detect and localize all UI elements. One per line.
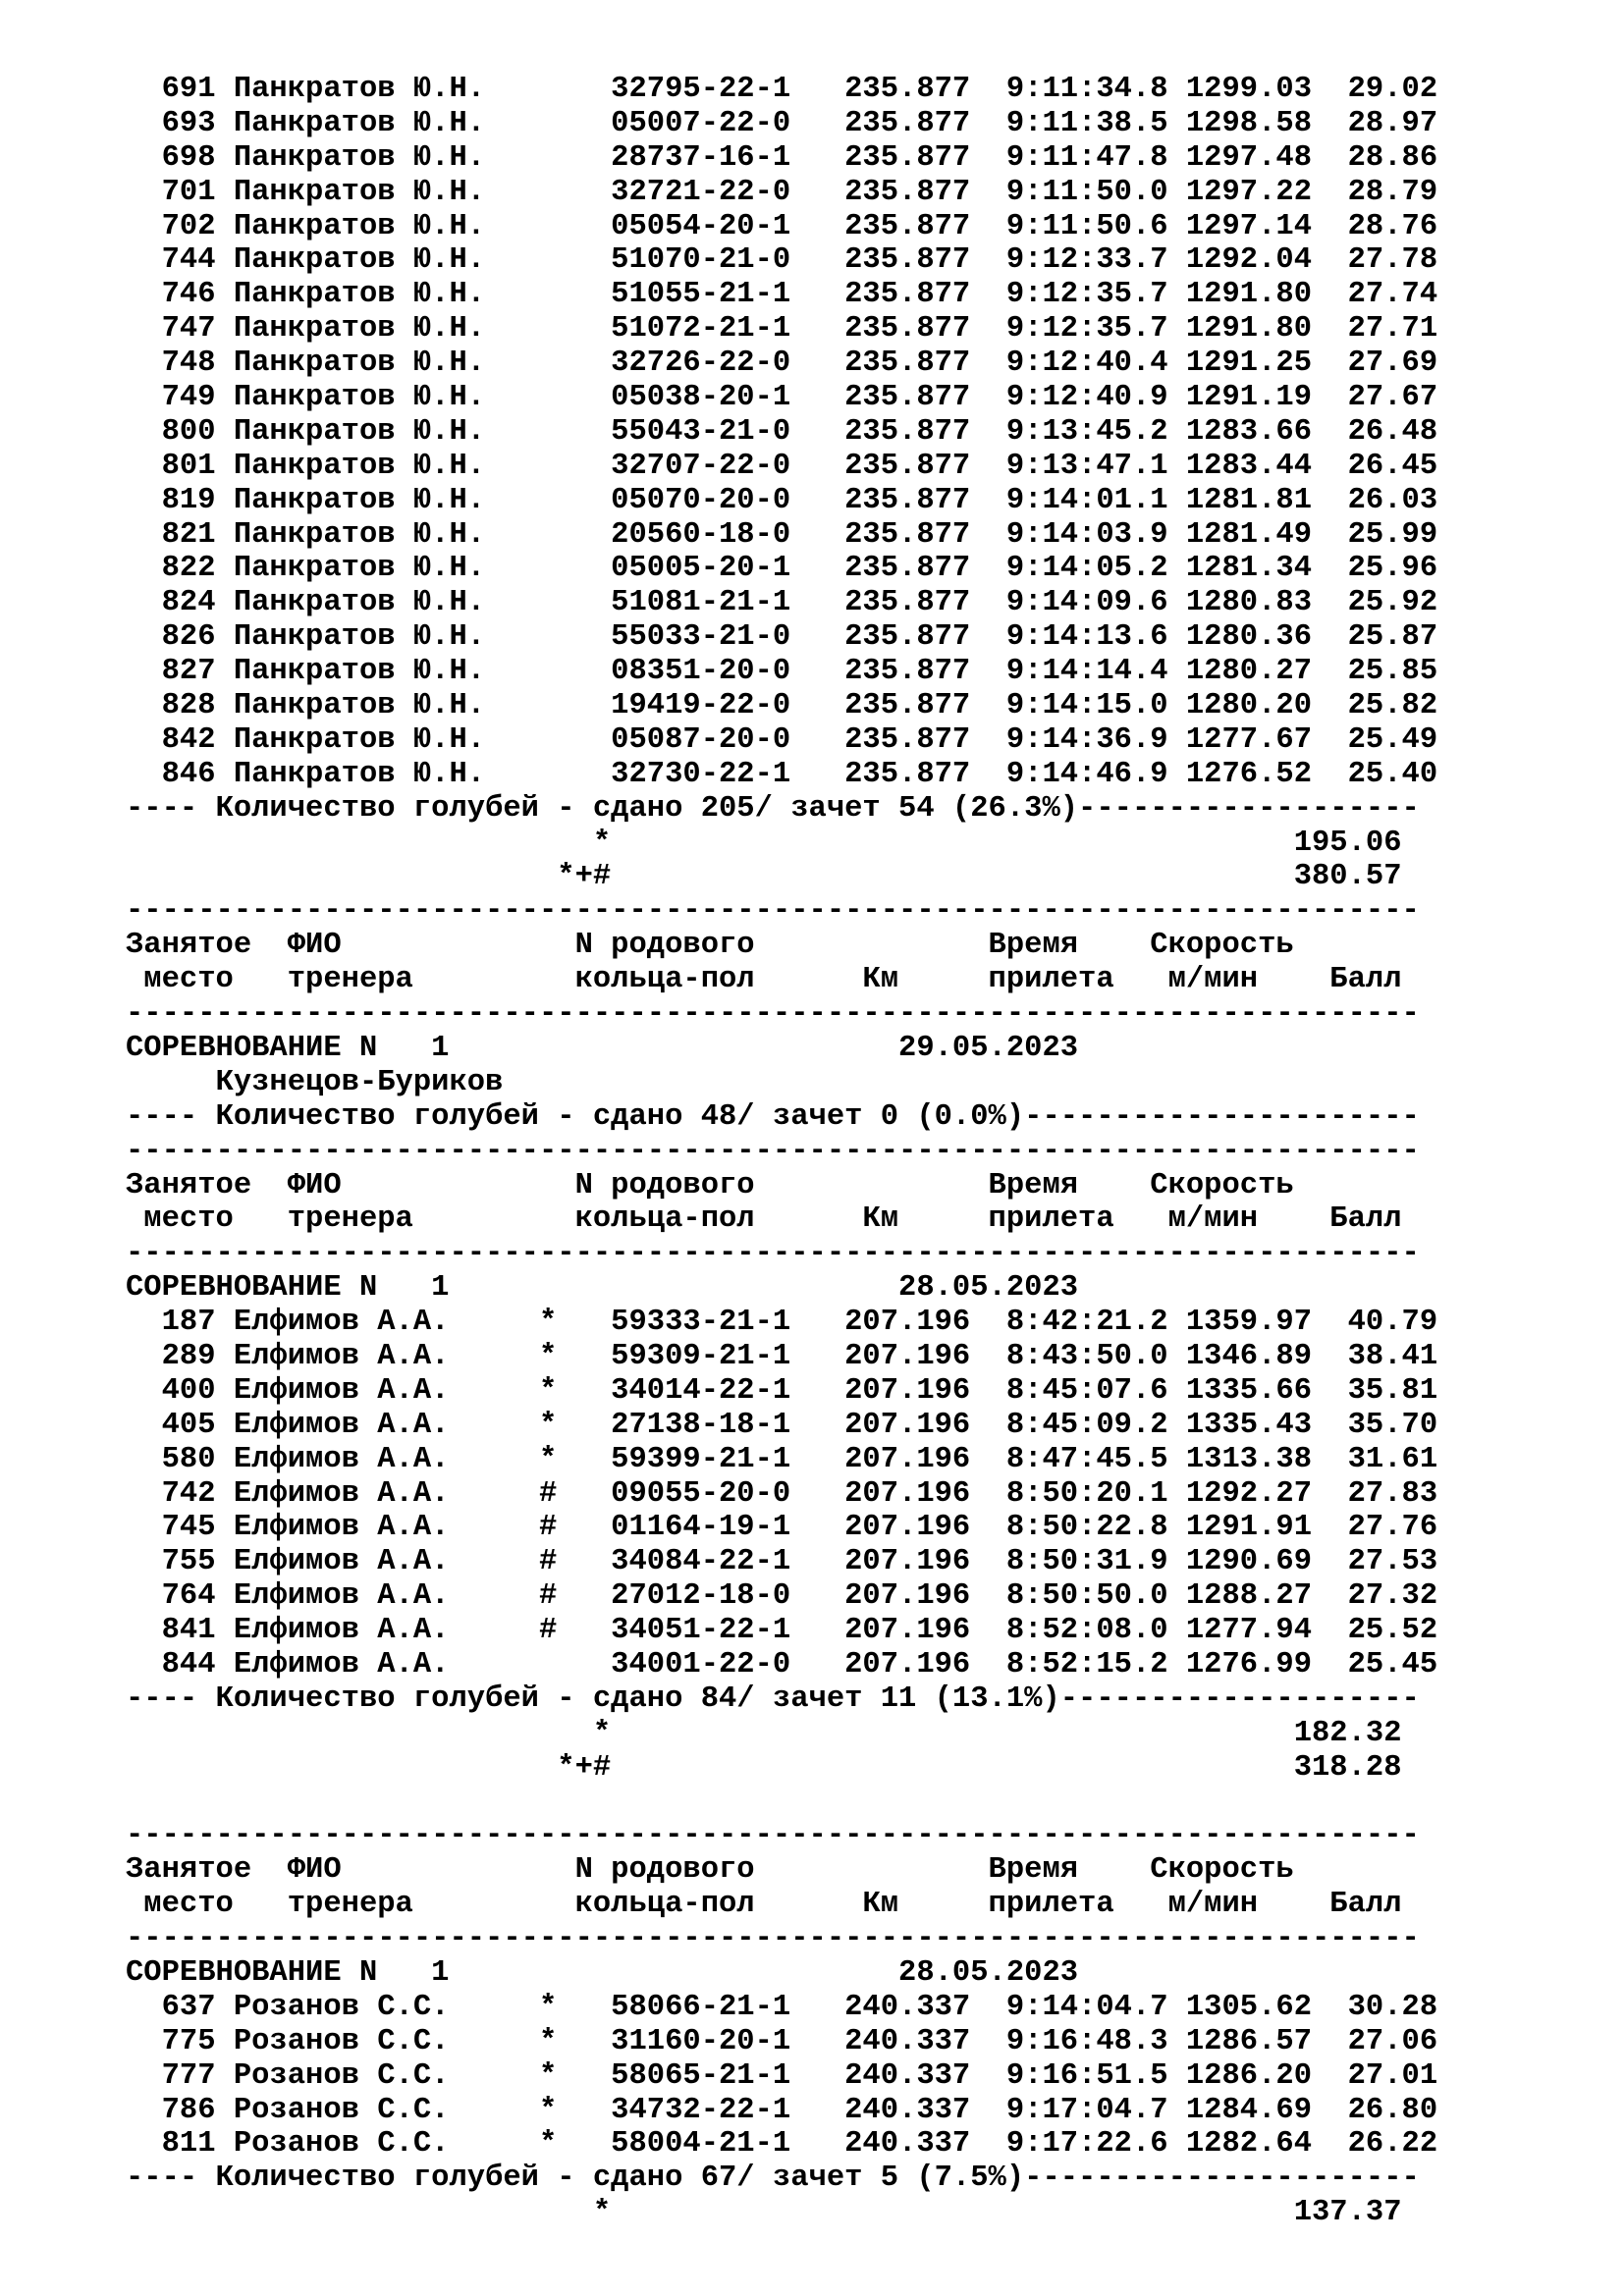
result-row: 822 Панкратов Ю.Н. 05005-20-1 235.877 9:14:05.2 1281.34 25.96 (126, 552, 1438, 586)
result-row: 701 Панкратов Ю.Н. 32721-22-0 235.877 9:11:50.0 1297.22 28.79 (126, 175, 1438, 209)
result-row: 580 Елфимов А.А. * 59399-21-1 207.196 8:47:45.5 1313.38 31.61 (126, 1442, 1438, 1476)
divider-line: ------------------------------------------------------------------------ (126, 1922, 1420, 1956)
points-total: * 195.06 (126, 826, 1402, 860)
result-row: 819 Панкратов Ю.Н. 05070-20-0 235.877 9:14:01.1 1281.81 26.03 (126, 483, 1438, 517)
result-row: 400 Елфимов А.А. * 34014-22-1 207.196 8:45:07.6 1335.66 35.81 (126, 1373, 1438, 1408)
result-row: 827 Панкратов Ю.Н. 08351-20-0 235.877 9:14:14.4 1280.27 25.85 (126, 655, 1438, 689)
points-total: *+# 380.57 (126, 860, 1402, 894)
points-total: * 182.32 (126, 1716, 1402, 1750)
pigeon-count-summary: ---- Количество голубей - сдано 67/ зачет 5 (7.5%)---------------------- (126, 2162, 1420, 2196)
competition-title: СОРЕВНОВАНИЕ N 1 29.05.2023 (126, 1031, 1079, 1065)
result-row: 745 Елфимов А.А. # 01164-19-1 207.196 8:50:22.8 1291.91 27.76 (126, 1511, 1438, 1545)
result-row: 800 Панкратов Ю.Н. 55043-21-0 235.877 9:13:45.2 1283.66 26.48 (126, 414, 1438, 449)
blank-line (126, 1786, 1437, 1820)
result-row: 846 Панкратов Ю.Н. 32730-22-1 235.877 9:14:46.9 1276.52 25.40 (126, 757, 1438, 791)
points-total: * 137.37 (126, 2196, 1402, 2230)
result-row: 748 Панкратов Ю.Н. 32726-22-0 235.877 9:12:40.4 1291.25 27.69 (126, 347, 1438, 381)
column-header: Занятое ФИО N родового Время Скорость (126, 1853, 1294, 1888)
column-header: место тренера кольца-пол Км прилета м/мин Балл (126, 1888, 1402, 1922)
result-row: 698 Панкратов Ю.Н. 28737-16-1 235.877 9:11:47.8 1297.48 28.86 (126, 140, 1438, 175)
result-row: 777 Розанов С.С. * 58065-21-1 240.337 9:16:51.5 1286.20 27.01 (126, 2058, 1438, 2093)
pigeon-count-summary: ---- Количество голубей - сдано 205/ зачет 54 (26.3%)------------------- (126, 791, 1420, 826)
result-row: 821 Панкратов Ю.Н. 20560-18-0 235.877 9:14:03.9 1281.49 25.99 (126, 517, 1438, 552)
result-row: 747 Панкратов Ю.Н. 51072-21-1 235.877 9:12:35.7 1291.80 27.71 (126, 312, 1438, 347)
divider-line: ------------------------------------------------------------------------ (126, 894, 1420, 929)
column-header: Занятое ФИО N родового Время Скорость (126, 929, 1294, 963)
result-row: 742 Елфимов А.А. # 09055-20-0 207.196 8:50:20.1 1292.27 27.83 (126, 1476, 1438, 1511)
points-total: *+# 318.28 (126, 1750, 1402, 1785)
competition-title: СОРЕВНОВАНИЕ N 1 28.05.2023 (126, 1271, 1079, 1306)
result-row: 811 Розанов С.С. * 58004-21-1 240.337 9:17:22.6 1282.64 26.22 (126, 2127, 1438, 2162)
divider-line: ------------------------------------------------------------------------ (126, 1819, 1420, 1853)
result-row: 693 Панкратов Ю.Н. 05007-22-0 235.877 9:11:38.5 1298.58 28.97 (126, 106, 1438, 140)
result-row: 187 Елфимов А.А. * 59333-21-1 207.196 8:42:21.2 1359.97 40.79 (126, 1306, 1438, 1340)
result-row: 744 Панкратов Ю.Н. 51070-21-0 235.877 9:12:33.7 1292.04 27.78 (126, 243, 1438, 278)
result-row: 749 Панкратов Ю.Н. 05038-20-1 235.877 9:12:40.9 1291.19 27.67 (126, 381, 1438, 415)
result-row: 842 Панкратов Ю.Н. 05087-20-0 235.877 9:14:36.9 1277.67 25.49 (126, 722, 1438, 757)
result-row: 746 Панкратов Ю.Н. 51055-21-1 235.877 9:12:35.7 1291.80 27.74 (126, 278, 1438, 312)
divider-line: ------------------------------------------------------------------------ (126, 1134, 1420, 1168)
result-row: 786 Розанов С.С. * 34732-22-1 240.337 9:17:04.7 1284.69 26.80 (126, 2093, 1438, 2127)
result-row: 764 Елфимов А.А. # 27012-18-0 207.196 8:50:50.0 1288.27 27.32 (126, 1579, 1438, 1614)
result-row: 289 Елфимов А.А. * 59309-21-1 207.196 8:43:50.0 1346.89 38.41 (126, 1339, 1438, 1373)
result-row: 841 Елфимов А.А. # 34051-22-1 207.196 8:52:08.0 1277.94 25.52 (126, 1614, 1438, 1648)
result-row: 824 Панкратов Ю.Н. 51081-21-1 235.877 9:14:09.6 1280.83 25.92 (126, 586, 1438, 620)
result-row: 702 Панкратов Ю.Н. 05054-20-1 235.877 9:11:50.6 1297.14 28.76 (126, 209, 1438, 243)
result-row: 801 Панкратов Ю.Н. 32707-22-0 235.877 9:13:47.1 1283.44 26.45 (126, 449, 1438, 483)
competition-title: СОРЕВНОВАНИЕ N 1 28.05.2023 (126, 1955, 1079, 1990)
pigeon-count-summary: ---- Количество голубей - сдано 48/ зачет 0 (0.0%)---------------------- (126, 1099, 1420, 1134)
result-row: 828 Панкратов Ю.Н. 19419-22-0 235.877 9:14:15.0 1280.20 25.82 (126, 689, 1438, 723)
column-header: место тренера кольца-пол Км прилета м/мин Балл (126, 1202, 1402, 1237)
result-row: 755 Елфимов А.А. # 34084-22-1 207.196 8:50:31.9 1290.69 27.53 (126, 1545, 1438, 1579)
result-row: 405 Елфимов А.А. * 27138-18-1 207.196 8:45:09.2 1335.43 35.70 (126, 1408, 1438, 1442)
divider-line: ------------------------------------------------------------------------ (126, 1237, 1420, 1271)
divider-line: ------------------------------------------------------------------------ (126, 997, 1420, 1032)
column-header: Занятое ФИО N родового Время Скорость (126, 1168, 1294, 1202)
pigeon-count-summary: ---- Количество голубей - сдано 84/ зачет 11 (13.1%)-------------------- (126, 1682, 1420, 1716)
results-report (126, 73, 1437, 2230)
result-row: 637 Розанов С.С. * 58066-21-1 240.337 9:14:04.7 1305.62 30.28 (126, 1990, 1438, 2024)
result-row: 826 Панкратов Ю.Н. 55033-21-0 235.877 9:14:13.6 1280.36 25.87 (126, 620, 1438, 655)
result-row: 775 Розанов С.С. * 31160-20-1 240.337 9:16:48.3 1286.57 27.06 (126, 2024, 1438, 2058)
result-row: 691 Панкратов Ю.Н. 32795-22-1 235.877 9:11:34.8 1299.03 29.02 (126, 73, 1438, 106)
result-row: 844 Елфимов А.А. 34001-22-0 207.196 8:52:15.2 1276.99 25.45 (126, 1647, 1438, 1682)
column-header: место тренера кольца-пол Км прилета м/мин Балл (126, 963, 1402, 997)
trainer-name: Кузнецов-Буриков (126, 1065, 504, 1099)
